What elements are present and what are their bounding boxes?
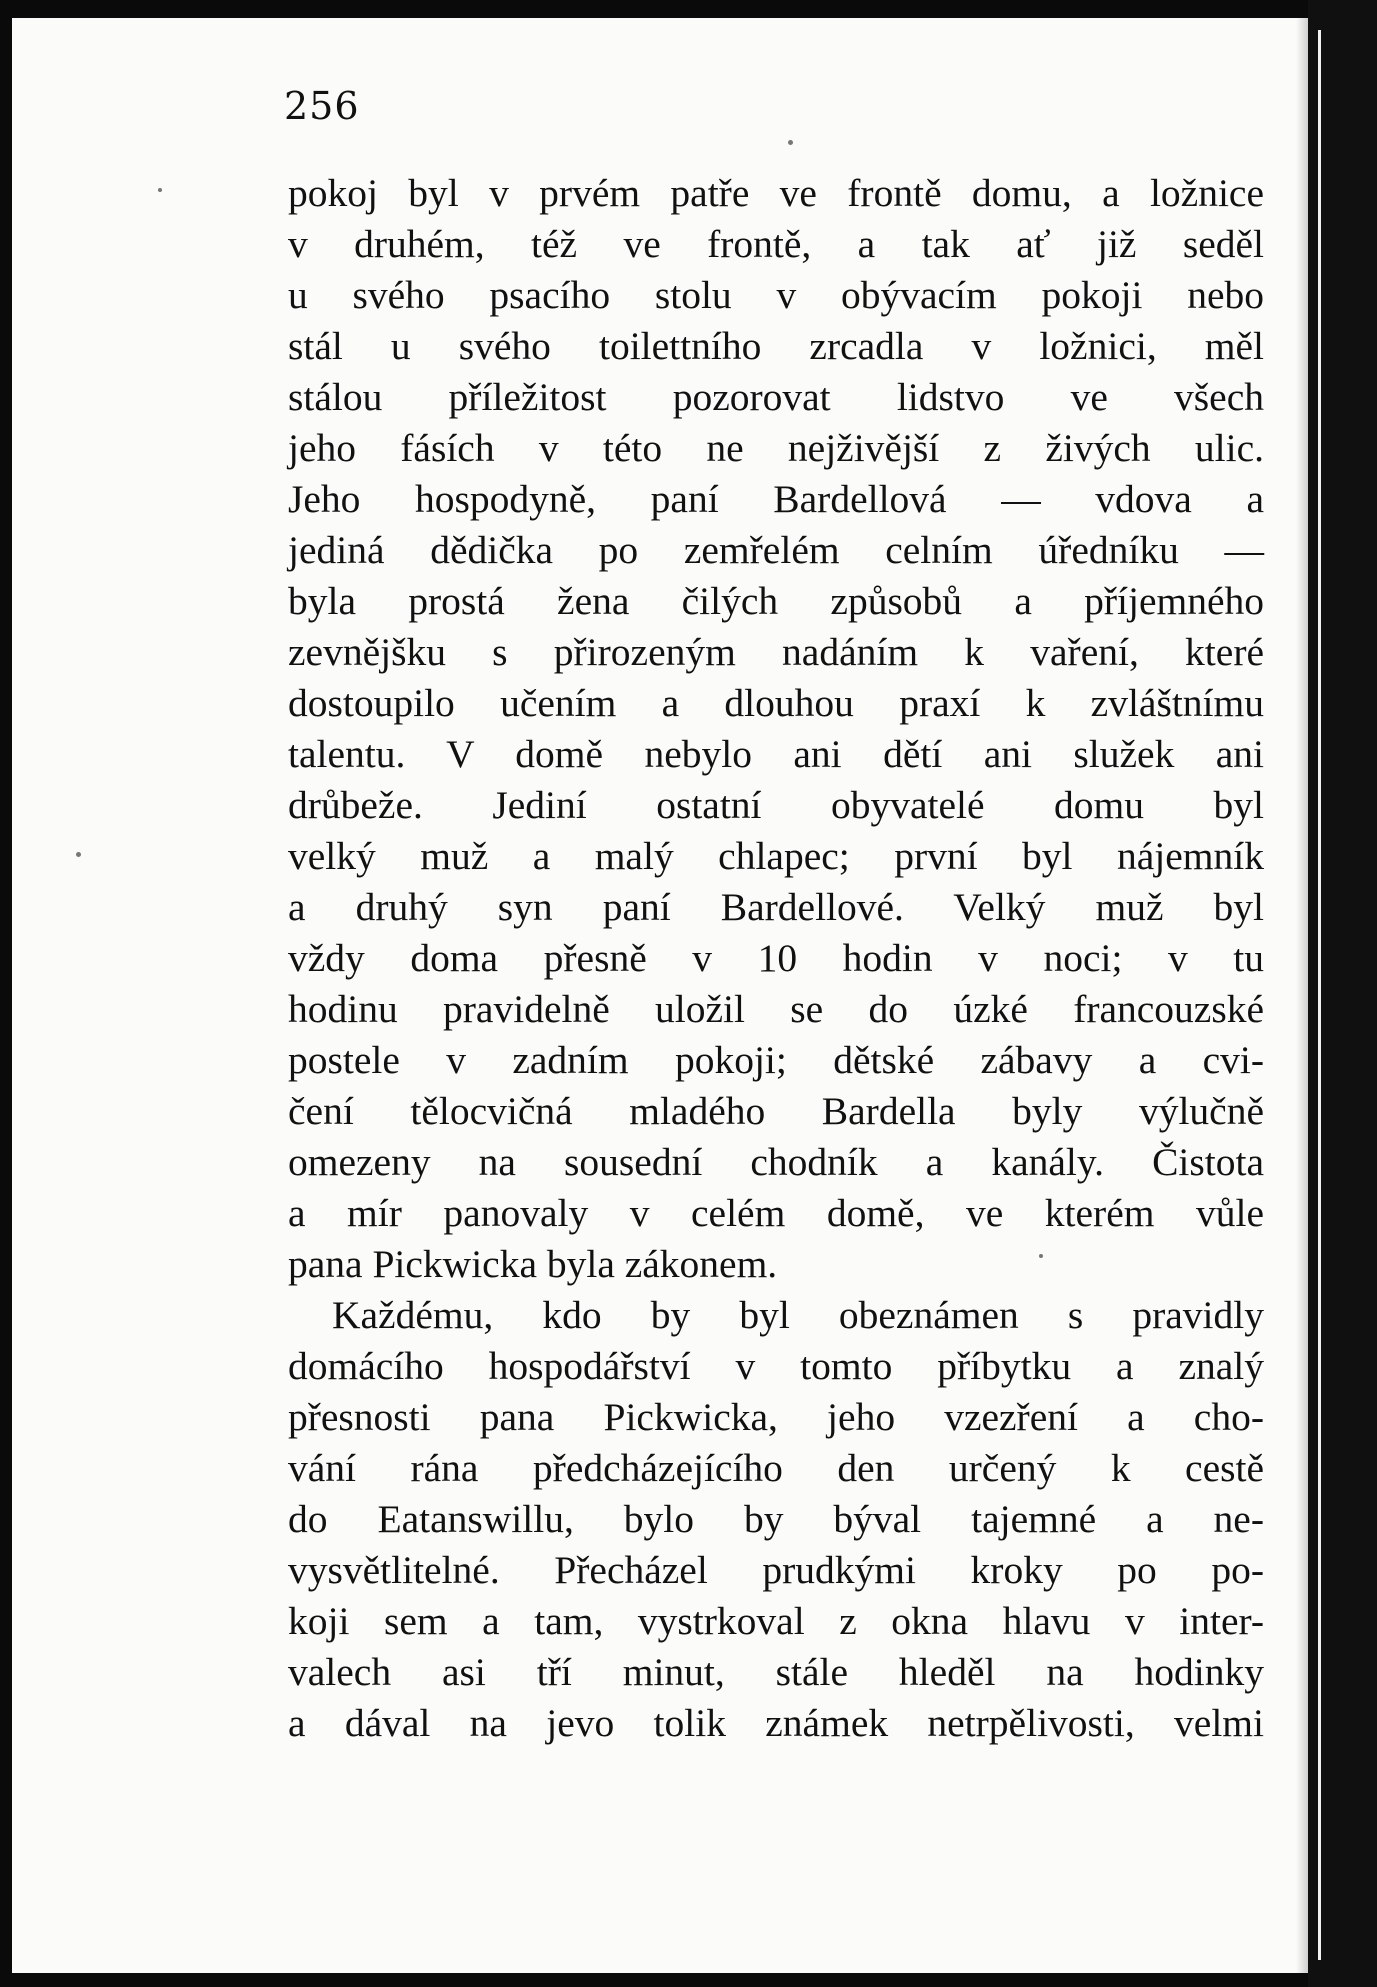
text-line: a mír panovaly v celém domě, ve kterém vůle: [288, 1191, 1264, 1235]
text-line: vždy doma přesně v 10 hodin v noci; v tu: [288, 936, 1264, 980]
text-line: přesnosti pana Pickwicka, jeho vzezření a cho-: [288, 1395, 1264, 1439]
scan-speck: [1039, 1254, 1043, 1258]
text-line: talentu. V domě nebylo ani dětí ani služek ani: [288, 732, 1264, 776]
text-line: valech asi tří minut, stále hleděl na hodinky: [288, 1650, 1264, 1694]
scan-speck: [76, 852, 81, 857]
text-line: jediná dědička po zemřelém celním úředníku —: [288, 528, 1264, 572]
text-line: koji sem a tam, vystrkoval z okna hlavu v inter-: [288, 1599, 1264, 1643]
text-line: čení tělocvičná mladého Bardella byly výlučně: [288, 1089, 1264, 1133]
text-line: a druhý syn paní Bardellové. Velký muž byl: [288, 885, 1264, 929]
paragraph-start-line: Každému, kdo by byl obeznámen s pravidly: [332, 1293, 1264, 1337]
text-line: velký muž a malý chlapec; první byl nájemník: [288, 834, 1264, 878]
text-line: byla prostá žena čilých způsobů a příjemného: [288, 579, 1264, 623]
text-line: pokoj byl v prvém patře ve frontě domu, a ložnice: [288, 171, 1264, 215]
text-line: dostoupilo učením a dlouhou praxí k zvláštnímu: [288, 681, 1264, 725]
text-line: stálou příležitost pozorovat lidstvo ve všech: [288, 375, 1264, 419]
text-line: stál u svého toilettního zrcadla v ložnici, měl: [288, 324, 1264, 368]
text-line: u svého psacího stolu v obývacím pokoji nebo: [288, 273, 1264, 317]
text-line: v druhém, též ve frontě, a tak ať již seděl: [288, 222, 1264, 266]
paragraph-end-line: pana Pickwicka byla zákonem.: [288, 1242, 778, 1286]
text-line: a dával na jevo tolik známek netrpělivosti, velmi: [288, 1701, 1264, 1745]
text-line: domácího hospodářství v tomto příbytku a znalý: [288, 1344, 1264, 1388]
text-line: zevnějšku s přirozeným nadáním k vaření, které: [288, 630, 1264, 674]
text-line: drůbeže. Jediní ostatní obyvatelé domu byl: [288, 783, 1264, 827]
text-line: omezeny na sousední chodník a kanály. Čistota: [288, 1140, 1264, 1184]
scan-speck: [788, 140, 793, 145]
next-page-edge: [1318, 30, 1321, 1960]
text-line: jeho fásích v této ne nejživější z živých ulic.: [288, 426, 1264, 470]
page-number: 256: [284, 84, 360, 128]
scan-speck: [158, 188, 162, 192]
text-line: vysvětlitelné. Přecházel prudkými kroky po po-: [288, 1548, 1264, 1592]
page-fold-shadow: [1296, 18, 1308, 1973]
text-line: do Eatanswillu, bylo by býval tajemné a ne-: [288, 1497, 1264, 1541]
text-line: vání rána předcházejícího den určený k cestě: [288, 1446, 1264, 1490]
text-line: postele v zadním pokoji; dětské zábavy a cvi-: [288, 1038, 1264, 1082]
text-line: hodinu pravidelně uložil se do úzké francouzské: [288, 987, 1264, 1031]
text-line: Jeho hospodyně, paní Bardellová — vdova a: [288, 477, 1264, 521]
body-text: [288, 168, 1264, 1749]
